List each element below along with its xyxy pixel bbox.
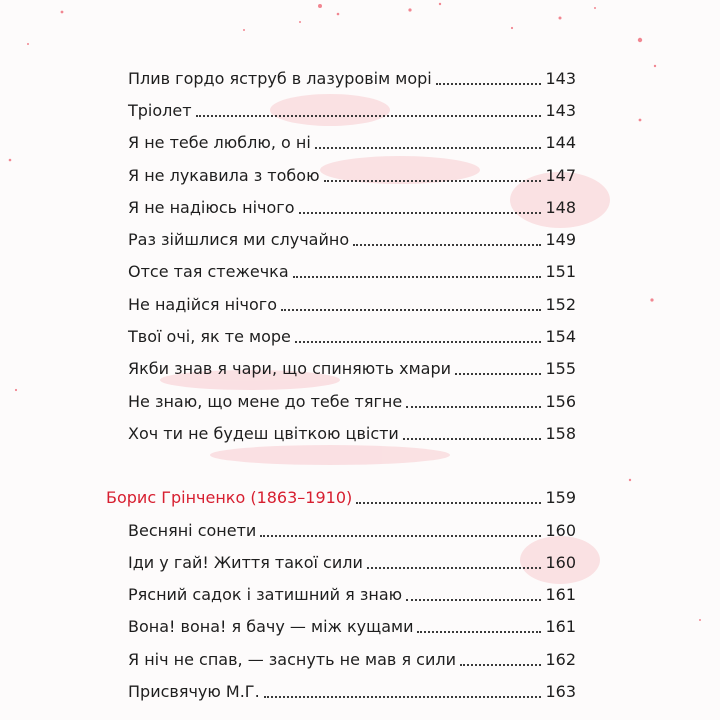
dot-leader [260,534,541,537]
toc-entry[interactable] [106,223,576,255]
dot-leader [281,308,541,311]
dot-leader [356,501,541,504]
toc-entry-page: 160 [545,520,576,540]
toc-author-entry[interactable] [106,482,576,514]
toc-entry-title: Хоч ти не будеш цвіткою цвісти [128,423,399,443]
dot-leader [196,114,542,117]
dot-leader [455,372,541,375]
toc-entry-title: Плив гордо яструб в лазуровім морі [128,68,432,88]
dot-leader [295,340,542,343]
toc-entry[interactable] [106,320,576,352]
toc-entry-page: 151 [545,262,576,282]
toc-entry-page: 149 [545,230,576,250]
toc-entry[interactable] [106,288,576,320]
toc-entry-title: Не знаю, що мене до тебе тягне [128,391,403,411]
toc-entry-page: 158 [545,423,576,443]
toc-entry[interactable] [106,417,576,449]
toc-entry-page: 156 [545,391,576,411]
toc-entry-title: Не надійся нічого [128,294,277,314]
toc-entry[interactable] [106,546,576,578]
toc-entry-page: 147 [545,165,576,185]
toc-entry-page: 152 [545,294,576,314]
toc-entry[interactable] [106,159,576,191]
toc-entry-title: Раз зійшлися ми случайно [128,230,350,250]
toc-entry-page: 160 [545,552,576,572]
dot-leader [264,695,542,698]
toc-entry-page: 154 [545,327,576,347]
toc-entry[interactable] [106,62,576,94]
author-page: 159 [545,488,576,508]
toc-entry[interactable] [106,675,576,707]
toc-entry[interactable] [106,353,576,385]
toc-entry-title: Весняні сонети [128,520,257,540]
table-of-contents [106,62,576,708]
toc-entry[interactable] [106,385,576,417]
toc-entry-title: Тріолет [128,100,192,120]
toc-entry[interactable] [106,611,576,643]
toc-entry-title: Твої очі, як те море [128,327,291,347]
toc-entry[interactable] [106,578,576,610]
toc-entry[interactable] [106,256,576,288]
toc-entry-page: 161 [545,585,576,605]
dot-leader [367,566,542,569]
toc-entry-page: 162 [545,649,576,669]
dot-leader [406,405,541,408]
toc-entry-title: Я не надіюсь нічого [128,197,295,217]
author-heading: Борис Грінченко (1863–1910) [106,488,353,508]
dot-leader [417,630,541,633]
toc-entry-page: 161 [545,617,576,637]
dot-leader [353,243,541,246]
toc-entry-page: 143 [545,68,576,88]
toc-entry-title: Присвячую М.Г. [128,681,260,701]
toc-entry-title: Вона! вона! я бачу — між кущами [128,617,414,637]
toc-entry-title: Я не лукавила з тобою [128,165,320,185]
toc-entry[interactable] [106,127,576,159]
toc-entry-title: Якби знав я чари, що спиняють хмари [128,359,452,379]
toc-entry-title: Рясний садок і затишний я знаю [128,585,403,605]
dot-leader [299,211,542,214]
dot-leader [406,598,541,601]
toc-entry-page: 143 [545,100,576,120]
dot-leader [315,146,542,149]
toc-entry-page: 148 [545,197,576,217]
dot-leader [403,437,542,440]
toc-entry-page: 144 [545,133,576,153]
toc-entry-title: Отсе тая стежечка [128,262,289,282]
toc-entry-page: 163 [545,681,576,701]
dot-leader [460,663,541,666]
toc-entry[interactable] [106,94,576,126]
toc-entry-title: Іди у гай! Життя такої сили [128,552,363,572]
dot-leader [324,179,542,182]
dot-leader [436,82,542,85]
toc-entry[interactable] [106,643,576,675]
dot-leader [293,275,542,278]
toc-entry-title: Я ніч не спав, — заснуть не мав я сили [128,649,456,669]
toc-entry-title: Я не тебе люблю, о ні [128,133,311,153]
toc-entry[interactable] [106,514,576,546]
section-gap [106,450,576,482]
toc-entry-page: 155 [545,359,576,379]
toc-entry[interactable] [106,191,576,223]
